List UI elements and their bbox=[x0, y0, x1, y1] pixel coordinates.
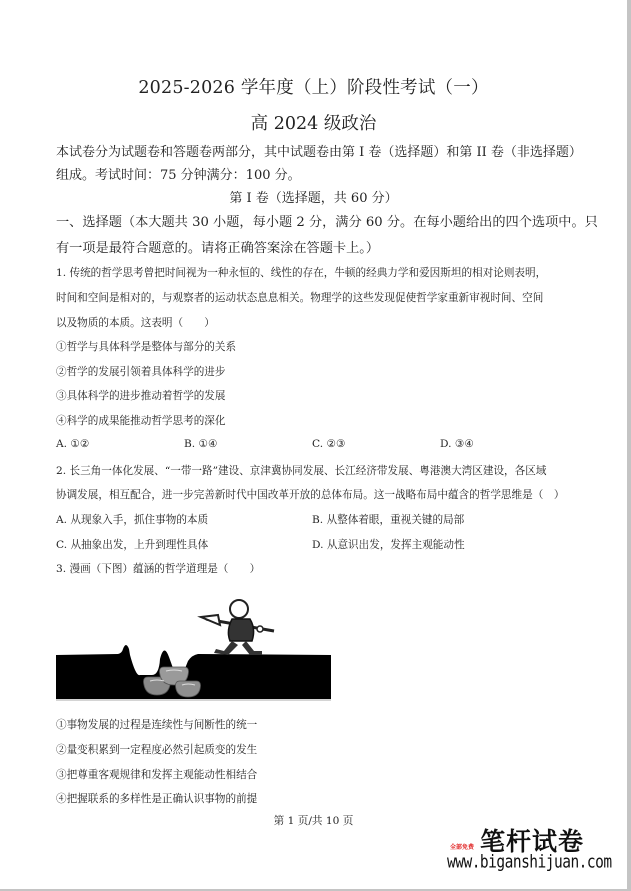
cartoon-figure bbox=[56, 597, 331, 701]
intro-line-1: 本试卷分为试题卷和答题卷两部分，其中试题卷由第 I 卷（选择题）和第 II 卷（非选择题） bbox=[56, 145, 582, 160]
question-1-stem-line-1: 1. 传统的哲学思考曾把时间视为一种永恒的、线性的存在，牛顿的经典力学和爱因斯坦的相对论则表明， bbox=[56, 267, 547, 279]
watermark-url: www.biganshijuan.com bbox=[447, 853, 612, 873]
question-3-statement-3: ③把尊重客观规律和发挥主观能动性相结合 bbox=[56, 769, 258, 781]
question-2-option-c: C. 从抽象出发，上升到理性具体 bbox=[56, 539, 209, 551]
question-2-option-d: D. 从意识出发，发挥主观能动性 bbox=[312, 539, 465, 551]
intro-line-2: 组成。考试时间：75 分钟满分：100 分。 bbox=[56, 168, 301, 183]
question-1-option-c: C. ②③ bbox=[312, 438, 346, 450]
page-footer: 第 1 页/共 10 页 bbox=[273, 815, 354, 827]
question-1-statement-1: ①哲学与具体科学是整体与部分的关系 bbox=[56, 341, 237, 353]
question-1-statement-2: ②哲学的发展引领着具体科学的进步 bbox=[56, 366, 226, 378]
page-edge-right bbox=[627, 0, 631, 891]
watermark-brand: 笔杆试卷 bbox=[480, 827, 585, 856]
question-1-option-b: B. ①④ bbox=[184, 438, 218, 450]
watermark bbox=[447, 822, 612, 877]
question-2-option-b: B. 从整体着眼，重视关键的局部 bbox=[312, 514, 465, 526]
question-2-stem-line-2: 协调发展，相互配合，进一步完善新时代中国改革开放的总体布局。这一战略布局中蕴含的哲学思维是（ ） bbox=[56, 489, 565, 501]
question-3-stem-line-1: 3. 漫画（下图）蕴涵的哲学道理是（ ） bbox=[56, 563, 261, 575]
exam-subtitle: 高 2024 级政治 bbox=[250, 114, 377, 134]
section-title: 第 I 卷（选择题，共 60 分） bbox=[229, 191, 398, 206]
question-1-statement-3: ③具体科学的进步推动着哲学的发展 bbox=[56, 390, 226, 402]
part-instruction-line-1: 一、选择题（本大题共 30 小题，每小题 2 分，满分 60 分。在每小题给出的四个选项中。只 bbox=[56, 215, 598, 230]
question-1-statement-4: ④科学的成果能推动哲学思考的深化 bbox=[56, 415, 226, 427]
question-1-option-a: A. ①② bbox=[56, 438, 90, 450]
exam-title: 2025-2026 学年度（上）阶段性考试（一） bbox=[138, 78, 489, 98]
question-3-statement-1: ①事物发展的过程是连续性与间断性的统一 bbox=[56, 719, 258, 731]
question-2-stem-line-1: 2. 长三角一体化发展、“一带一路”建设、京津冀协同发展、长江经济带发展、粤港澳大湾区建设，各区域 bbox=[56, 465, 547, 477]
question-3-statement-2: ②量变积累到一定程度必然引起质变的发生 bbox=[56, 744, 258, 756]
part-instruction-line-2: 有一项是最符合题意的。请将正确答案涂在答题卡上。） bbox=[56, 241, 380, 256]
question-3-statement-4: ④把握联系的多样性是正确认识事物的前提 bbox=[56, 793, 258, 805]
question-1-option-d: D. ③④ bbox=[440, 438, 474, 450]
question-1-stem-line-2: 时间和空间是相对的，与观察者的运动状态息息相关。物理学的这些发现促使哲学家重新审视时间、空间 bbox=[56, 292, 544, 304]
man-with-shovel-icon bbox=[201, 600, 274, 655]
question-1-stem-line-3: 以及物质的本质。这表明（ ） bbox=[56, 317, 215, 329]
question-2-option-a: A. 从现象入手，抓住事物的本质 bbox=[56, 514, 209, 526]
watermark-tag: 全部免费 bbox=[450, 844, 475, 851]
